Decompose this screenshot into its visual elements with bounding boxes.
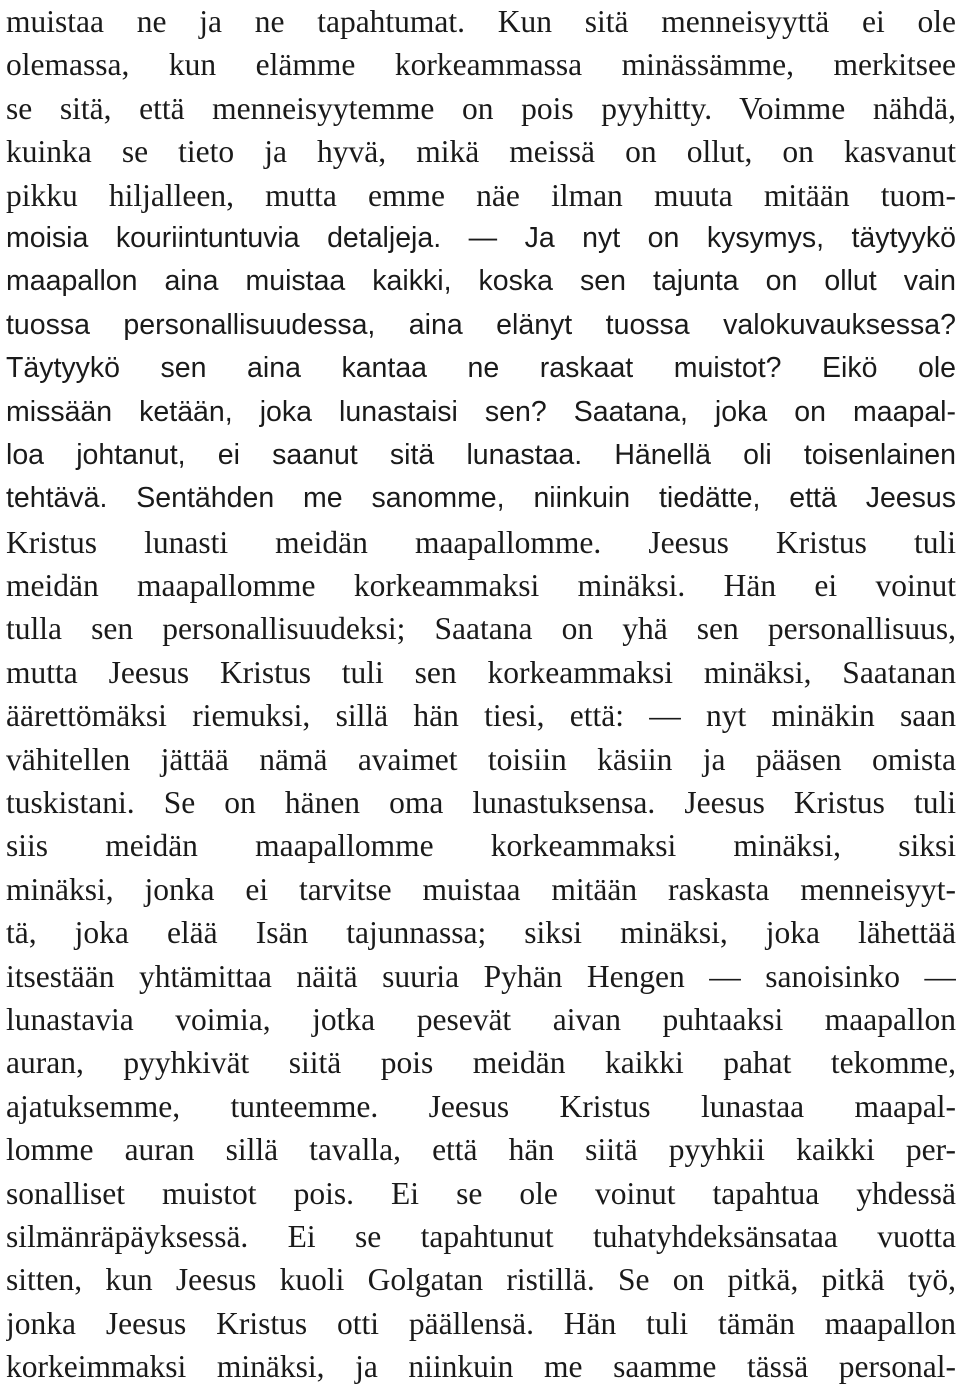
text-line: se sitä, että menneisyytemme on pois pyyhitty. Voimme nähdä, xyxy=(6,90,956,126)
text-line: mutta Jeesus Kristus tuli sen korkeammaksi minäksi, Saatanan xyxy=(6,654,956,690)
text-line: ajatuksemme, tunteemme. Jeesus Kristus lunastaa maapal- xyxy=(6,1088,956,1124)
text-line: loa johtanut, ei saanut sitä lunastaa. Hänellä oli toisenlainen xyxy=(6,438,956,471)
text-line: tulla sen personallisuudeksi; Saatana on yhä sen personallisuus, xyxy=(6,611,956,647)
text-line: itsestään yhtämittaa näitä suuria Pyhän Hengen — sanoisinko — xyxy=(6,958,956,994)
text-line: Kristus lunasti meidän maapallomme. Jeesus Kristus tuli xyxy=(6,524,956,560)
text-line: maapallon aina muistaa kaikki, koska sen tajunta on ollut vain xyxy=(6,265,956,298)
text-line: meidän maapallomme korkeammaksi minäksi. Hän ei voinut xyxy=(6,568,956,604)
text-line: kuinka se tieto ja hyvä, mikä meissä on ollut, on kasvanut xyxy=(6,134,956,170)
text-line: sitten, kun Jeesus kuoli Golgatan ristillä. Se on pitkä, pitkä työ, xyxy=(6,1262,956,1298)
text-line: auran, pyyhkivät siitä pois meidän kaikki pahat tekomme, xyxy=(6,1045,956,1081)
text-line: silmänräpäyksessä. Ei se tapahtunut tuhatyhdeksänsataa vuotta xyxy=(6,1218,956,1254)
text-line: jonka Jeesus Kristus otti päällensä. Hän tuli tämän maapallon xyxy=(6,1305,956,1341)
text-line: lomme auran sillä tavalla, että hän siitä pyyhkii kaikki per- xyxy=(6,1132,956,1168)
text-line: minäksi, jonka ei tarvitse muistaa mitään raskasta menneisyyt- xyxy=(6,871,956,907)
text-line: äärettömäksi riemuksi, sillä hän tiesi, että: — nyt minäkin saan xyxy=(6,698,956,734)
body-text xyxy=(6,0,956,1389)
text-line: moisia kouriintuntuvia detaljeja. — Ja nyt on kysymys, täytyykö xyxy=(6,221,956,254)
text-line: Täytyykö sen aina kantaa ne raskaat muistot? Eikö ole xyxy=(6,352,956,385)
text-line: siis meidän maapallomme korkeammaksi minäksi, siksi xyxy=(6,828,956,864)
text-line: korkeimmaksi minäksi, ja niinkuin me saamme tässä personal- xyxy=(6,1349,956,1385)
text-line: tä, joka elää Isän tajunnassa; siksi minäksi, joka lähettää xyxy=(6,915,956,951)
text-line: lunastavia voimia, jotka pesevät aivan puhtaaksi maapallon xyxy=(6,1001,956,1037)
text-line: tuskistani. Se on hänen oma lunastuksensa. Jeesus Kristus tuli xyxy=(6,785,956,821)
text-line: vähitellen jättää nämä avaimet toisiin käsiin ja pääsen omista xyxy=(6,741,956,777)
text-line: sonalliset muistot pois. Ei se ole voinut tapahtua yhdessä xyxy=(6,1175,956,1211)
text-line: tehtävä. Sentähden me sanomme, niinkuin tiedätte, että Jeesus xyxy=(6,482,956,515)
text-line: pikku hiljalleen, mutta emme näe ilman muuta mitään tuom- xyxy=(6,177,956,213)
text-line: muistaa ne ja ne tapahtumat. Kun sitä menneisyyttä ei ole xyxy=(6,4,956,39)
text-line: olemassa, kun elämme korkeammassa minässämme, merkitsee xyxy=(6,47,956,83)
text-line: missään ketään, joka lunastaisi sen? Saatana, joka on maapal- xyxy=(6,395,956,428)
text-line: tuossa personallisuudessa, aina elänyt tuossa valokuvauksessa? xyxy=(6,308,956,341)
